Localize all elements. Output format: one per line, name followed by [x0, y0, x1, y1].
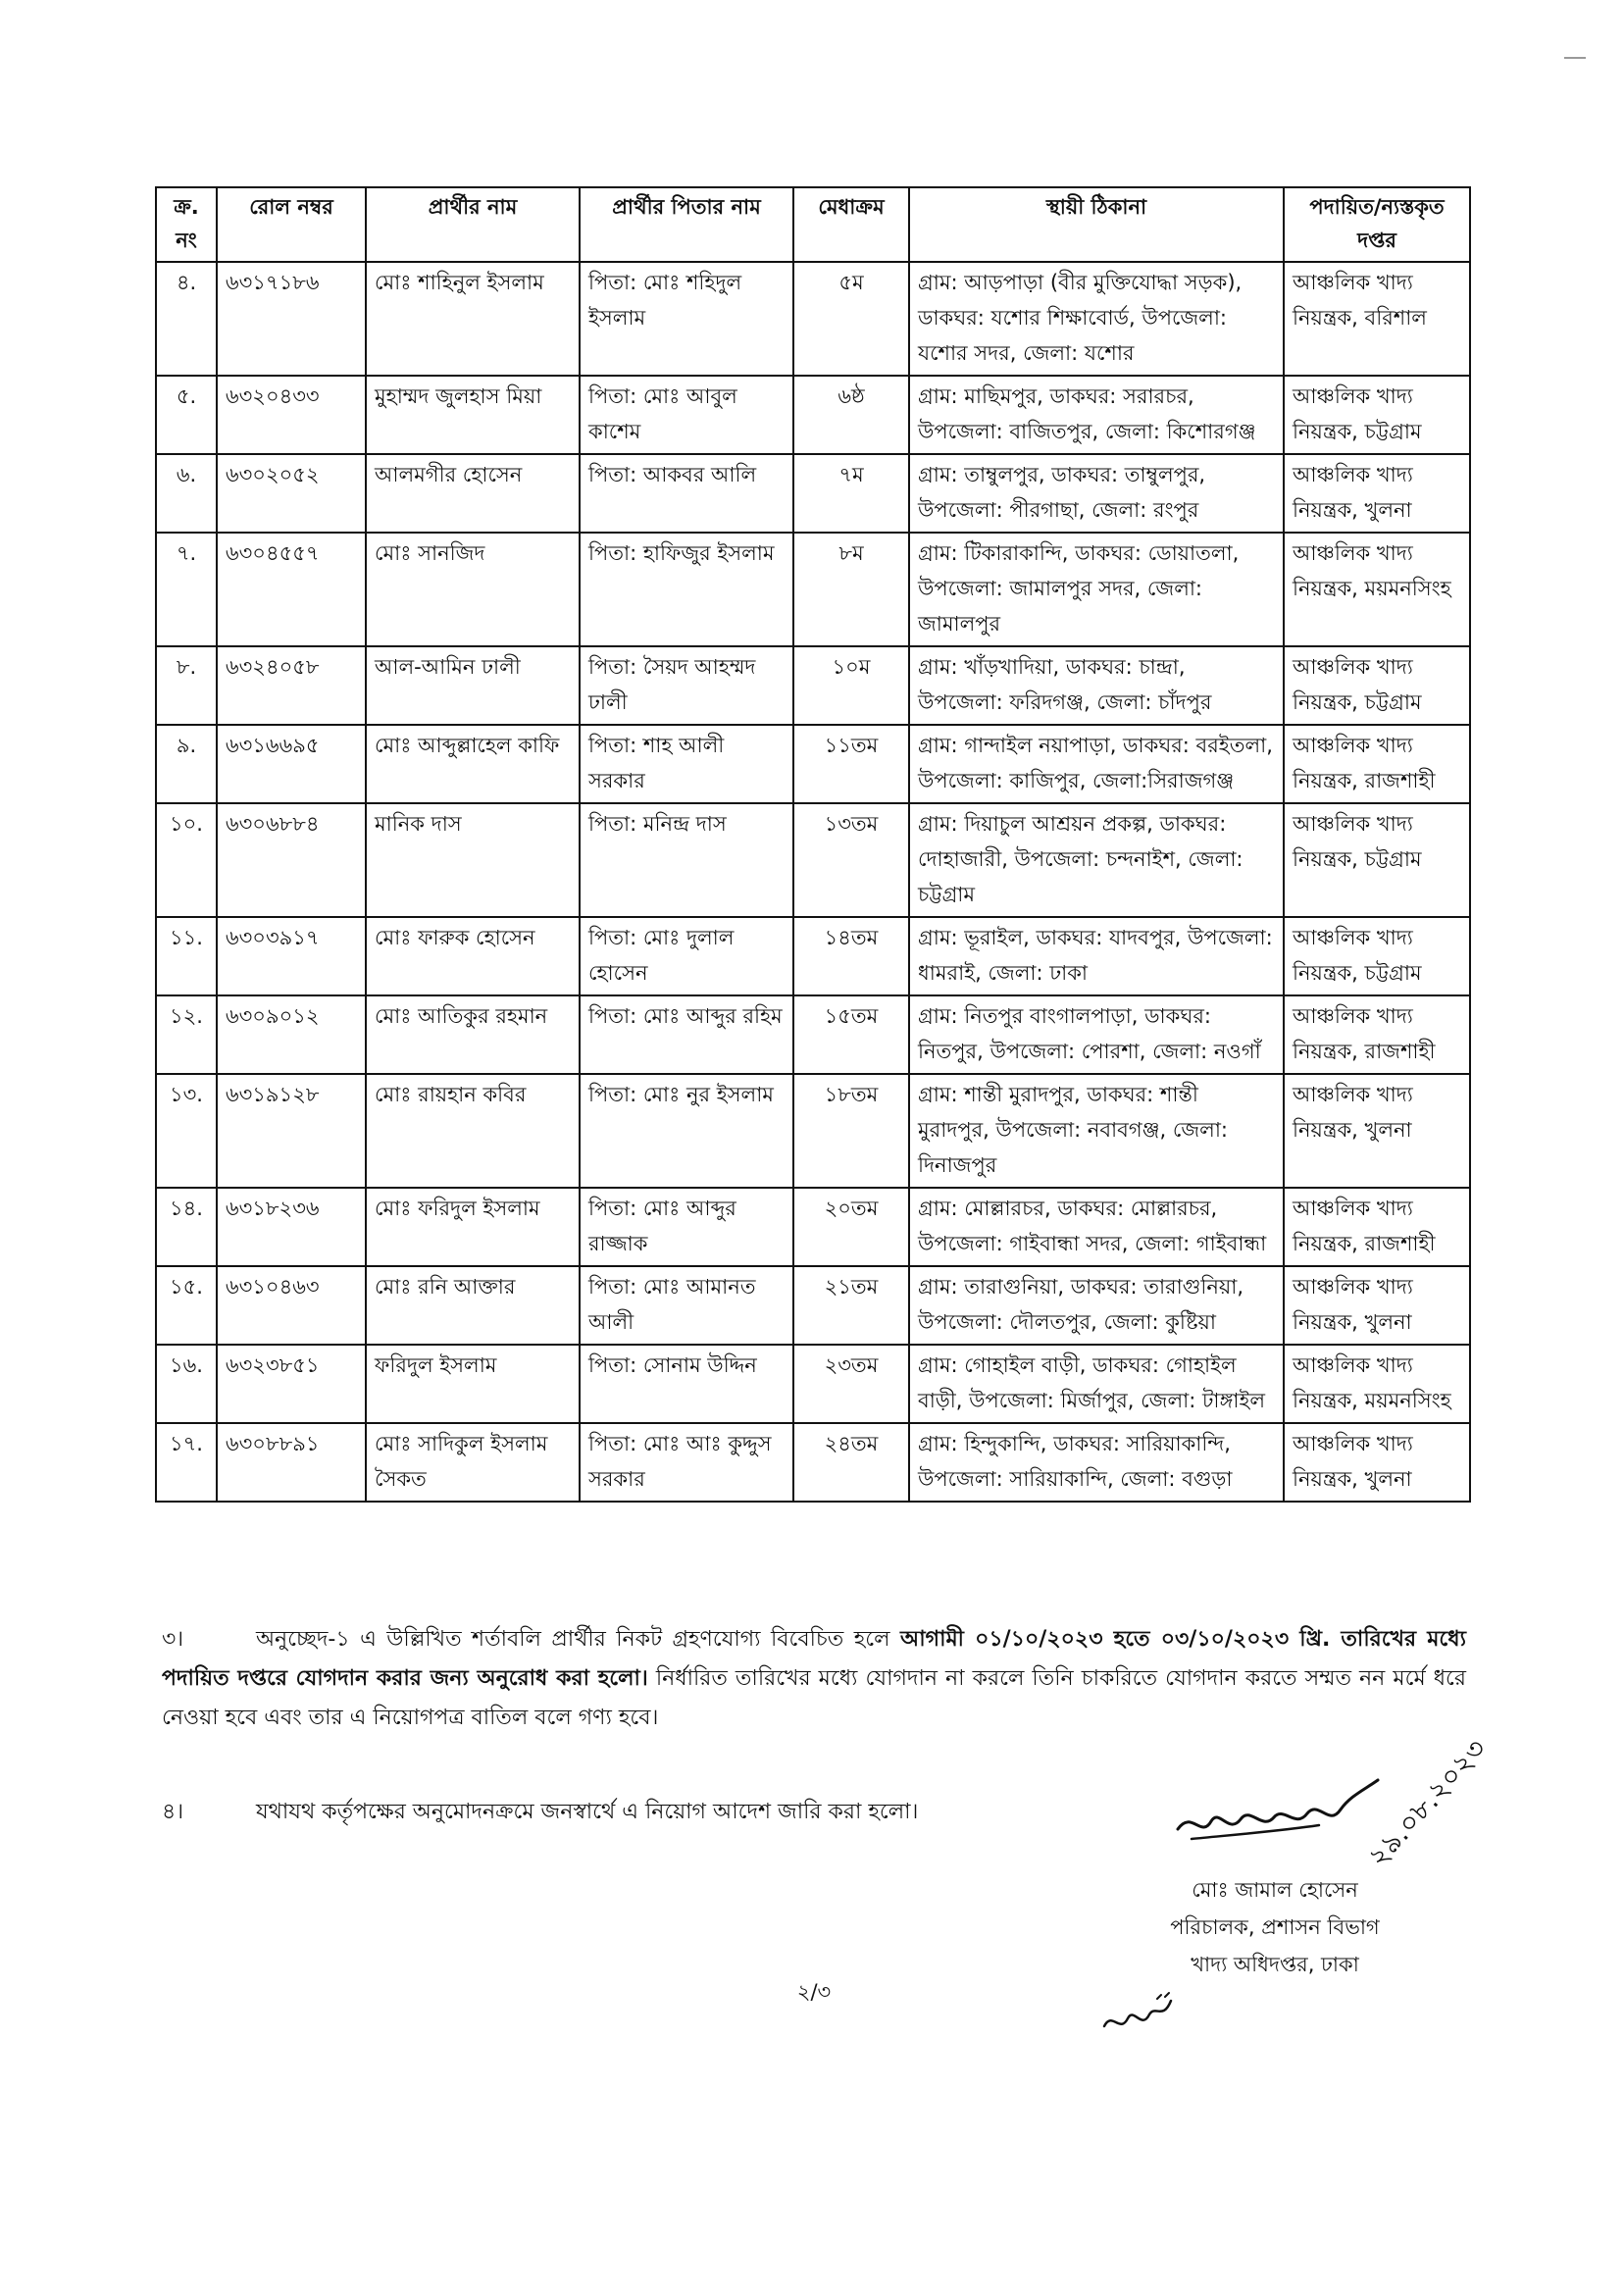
- serial-cell: ১২.: [156, 995, 217, 1074]
- table-row: [156, 262, 1470, 376]
- address-cell: গ্রাম: গোহাইল বাড়ী, ডাকঘর: গোহাইল বাড়ী, উপজেলা: মির্জাপুর, জেলা: টাঙ্গাইল: [909, 1345, 1284, 1423]
- father-name-cell: পিতা: আকবর আলি: [580, 454, 793, 533]
- roll-cell: ৬৩০৩৯১৭: [217, 917, 366, 995]
- address-cell: গ্রাম: শান্তী মুরাদপুর, ডাকঘর: শান্তী মুরাদপুর, উপজেলা: নবাবগঞ্জ, জেলা: দিনাজপুর: [909, 1074, 1284, 1188]
- serial-cell: ১৫.: [156, 1266, 217, 1345]
- signature-block: [1089, 1871, 1461, 1983]
- candidate-name-cell: মোঃ রনি আক্তার: [366, 1266, 580, 1345]
- merit-cell: ৭ম: [793, 454, 909, 533]
- roll-cell: ৬৩১৯১২৮: [217, 1074, 366, 1188]
- father-name-cell: পিতা: শাহ আলী সরকার: [580, 725, 793, 803]
- address-cell: গ্রাম: তারাগুনিয়া, ডাকঘর: তারাগুনিয়া, উপজেলা: দৌলতপুর, জেলা: কুষ্টিয়া: [909, 1266, 1284, 1345]
- posting-cell: আঞ্চলিক খাদ্য নিয়ন্ত্রক, চট্টগ্রাম: [1284, 917, 1470, 995]
- father-name-cell: পিতা: মোঃ আবুল কাশেম: [580, 376, 793, 454]
- header-candidate-name: প্রার্থীর নাম: [366, 187, 580, 262]
- roll-cell: ৬৩০৬৮৮৪: [217, 803, 366, 917]
- candidate-name-cell: মোঃ আতিকুর রহমান: [366, 995, 580, 1074]
- posting-cell: আঞ্চলিক খাদ্য নিয়ন্ত্রক, চট্টগ্রাম: [1284, 803, 1470, 917]
- page-number: ২/৩: [796, 1980, 832, 2004]
- handwritten-date: [1361, 1732, 1494, 1873]
- serial-cell: ১০.: [156, 803, 217, 917]
- paragraph-bold-text: আগামী ০১/১০/২০২৩ হতে ০৩/১০/২০২৩ খ্রি. তারিখের মধ্যে পদায়িত দপ্তরে যোগদান করার জন্য অনুরোধ করা হলো।: [162, 1627, 1466, 1691]
- roll-cell: ৬৩২৩৮৫১: [217, 1345, 366, 1423]
- candidate-name-cell: মোঃ আব্দুল্লাহেল কাফি: [366, 725, 580, 803]
- roll-cell: ৬৩২০৪৩৩: [217, 376, 366, 454]
- merit-cell: ৮ম: [793, 533, 909, 646]
- paragraph-text: যথাযথ কর্তৃপক্ষের অনুমোদনক্রমে জনস্বার্থে এ নিয়োগ আদেশ জারি করা হলো।: [256, 1800, 919, 1824]
- initial-signature: [1098, 1991, 1177, 2040]
- father-name-cell: পিতা: সোনাম উদ্দিন: [580, 1345, 793, 1423]
- address-cell: গ্রাম: আড়পাড়া (বীর মুক্তিযোদ্ধা সড়ক), ডাকঘর: যশোর শিক্ষাবোর্ড, উপজেলা: যশোর সদর, জেলা: যশোর: [909, 262, 1284, 376]
- signatory-designation: পরিচালক, প্রশাসন বিভাগ: [1170, 1915, 1380, 1939]
- father-name-cell: পিতা: মোঃ আব্দুর রাজ্জাক: [580, 1188, 793, 1266]
- paragraph-number: ৪।: [162, 1800, 184, 1824]
- paragraph-3: [162, 1620, 1466, 1738]
- serial-cell: ১৩.: [156, 1074, 217, 1188]
- table-row: [156, 646, 1470, 725]
- signatory-name: মোঃ জামাল হোসেন: [1192, 1878, 1358, 1902]
- posting-cell: আঞ্চলিক খাদ্য নিয়ন্ত্রক, রাজশাহী: [1284, 725, 1470, 803]
- signature-scrawl: [1172, 1770, 1397, 1859]
- merit-cell: ৫ম: [793, 262, 909, 376]
- table-row: [156, 376, 1470, 454]
- father-name-cell: পিতা: মোঃ আঃ কুদ্দুস সরকার: [580, 1423, 793, 1502]
- roll-cell: ৬৩১৭১৮৬: [217, 262, 366, 376]
- paragraph-number: ৩।: [162, 1627, 184, 1652]
- candidate-table: [155, 186, 1471, 1503]
- merit-cell: ১৩তম: [793, 803, 909, 917]
- address-cell: গ্রাম: মোল্লারচর, ডাকঘর: মোল্লারচর, উপজেলা: গাইবান্ধা সদর, জেলা: গাইবান্ধা: [909, 1188, 1284, 1266]
- serial-cell: ৭.: [156, 533, 217, 646]
- table-header-row: [156, 187, 1470, 262]
- corner-mark: [1564, 57, 1586, 59]
- table-row: [156, 1188, 1470, 1266]
- merit-cell: ১১তম: [793, 725, 909, 803]
- handwritten-date-text: ২৯.০৮.২০২৩: [1361, 1732, 1494, 1873]
- merit-cell: ২০তম: [793, 1188, 909, 1266]
- father-name-cell: পিতা: মোঃ দুলাল হোসেন: [580, 917, 793, 995]
- merit-cell: ১৪তম: [793, 917, 909, 995]
- header-roll: রোল নম্বর: [217, 187, 366, 262]
- father-name-cell: পিতা: মোঃ নুর ইসলাম: [580, 1074, 793, 1188]
- header-merit: মেধাক্রম: [793, 187, 909, 262]
- candidate-name-cell: মানিক দাস: [366, 803, 580, 917]
- merit-cell: ২১তম: [793, 1266, 909, 1345]
- roll-cell: ৬৩১০৪৬৩: [217, 1266, 366, 1345]
- address-cell: গ্রাম: খাঁড়খাদিয়া, ডাকঘর: চান্দ্রা, উপজেলা: ফরিদগঞ্জ, জেলা: চাঁদপুর: [909, 646, 1284, 725]
- roll-cell: ৬৩২৪০৫৮: [217, 646, 366, 725]
- candidate-name-cell: মুহাম্মদ জুলহাস মিয়া: [366, 376, 580, 454]
- candidate-name-cell: আল-আমিন ঢালী: [366, 646, 580, 725]
- header-address: স্থায়ী ঠিকানা: [909, 187, 1284, 262]
- roll-cell: ৬৩১৬৬৯৫: [217, 725, 366, 803]
- roll-cell: ৬৩১৮২৩৬: [217, 1188, 366, 1266]
- address-cell: গ্রাম: তাম্বুলপুর, ডাকঘর: তাম্বুলপুর, উপজেলা: পীরগাছা, জেলা: রংপুর: [909, 454, 1284, 533]
- father-name-cell: পিতা: সৈয়দ আহম্মদ ঢালী: [580, 646, 793, 725]
- roll-cell: ৬৩০৯০১২: [217, 995, 366, 1074]
- posting-cell: আঞ্চলিক খাদ্য নিয়ন্ত্রক, রাজশাহী: [1284, 1188, 1470, 1266]
- serial-cell: ৮.: [156, 646, 217, 725]
- roll-cell: ৬৩০৮৮৯১: [217, 1423, 366, 1502]
- posting-cell: আঞ্চলিক খাদ্য নিয়ন্ত্রক, খুলনা: [1284, 1266, 1470, 1345]
- table-row: [156, 1074, 1470, 1188]
- candidate-name-cell: ফরিদুল ইসলাম: [366, 1345, 580, 1423]
- posting-cell: আঞ্চলিক খাদ্য নিয়ন্ত্রক, খুলনা: [1284, 1423, 1470, 1502]
- address-cell: গ্রাম: হিন্দুকান্দি, ডাকঘর: সারিয়াকান্দি, উপজেলা: সারিয়াকান্দি, জেলা: বগুড়া: [909, 1423, 1284, 1502]
- candidate-name-cell: মোঃ সানজিদ: [366, 533, 580, 646]
- father-name-cell: পিতা: মনিন্দ্র দাস: [580, 803, 793, 917]
- posting-cell: আঞ্চলিক খাদ্য নিয়ন্ত্রক, খুলনা: [1284, 1074, 1470, 1188]
- paragraph-text: নির্ধারিত তারিখের মধ্যে যোগদান না করলে তিনি চাকরিতে যোগদান করতে সম্মত নন মর্মে ধরে নেওয়া হবে এবং তার এ নিয়োগপত্র বাতিল বলে গণ্য হবে।: [162, 1666, 1466, 1730]
- address-cell: গ্রাম: ভূরাইল, ডাকঘর: যাদবপুর, উপজেলা: ধামরাই, জেলা: ঢাকা: [909, 917, 1284, 995]
- address-cell: গ্রাম: গান্দাইল নয়াপাড়া, ডাকঘর: বরইতলা, উপজেলা: কাজিপুর, জেলা:সিরাজগঞ্জ: [909, 725, 1284, 803]
- candidate-name-cell: মোঃ ফরিদুল ইসলাম: [366, 1188, 580, 1266]
- address-cell: গ্রাম: টিকারাকান্দি, ডাকঘর: ডোয়াতলা, উপজেলা: জামালপুর সদর, জেলা: জামালপুর: [909, 533, 1284, 646]
- table-row: [156, 917, 1470, 995]
- table-row: [156, 803, 1470, 917]
- posting-cell: আঞ্চলিক খাদ্য নিয়ন্ত্রক, বরিশাল: [1284, 262, 1470, 376]
- address-cell: গ্রাম: মাছিমপুর, ডাকঘর: সরারচর, উপজেলা: বাজিতপুর, জেলা: কিশোরগঞ্জ: [909, 376, 1284, 454]
- paragraph-text: অনুচ্ছেদ-১ এ উল্লিখিত শর্তাবলি প্রার্থীর নিকট গ্রহণযোগ্য বিবেচিত হলে: [256, 1627, 900, 1652]
- posting-cell: আঞ্চলিক খাদ্য নিয়ন্ত্রক, রাজশাহী: [1284, 995, 1470, 1074]
- table-row: [156, 533, 1470, 646]
- merit-cell: ১৫তম: [793, 995, 909, 1074]
- roll-cell: ৬৩০৪৫৫৭: [217, 533, 366, 646]
- merit-cell: ১৮তম: [793, 1074, 909, 1188]
- serial-cell: ১৪.: [156, 1188, 217, 1266]
- father-name-cell: পিতা: মোঃ শহিদুল ইসলাম: [580, 262, 793, 376]
- merit-cell: ২৪তম: [793, 1423, 909, 1502]
- serial-cell: ৫.: [156, 376, 217, 454]
- posting-cell: আঞ্চলিক খাদ্য নিয়ন্ত্রক, চট্টগ্রাম: [1284, 646, 1470, 725]
- candidate-name-cell: আলমগীর হোসেন: [366, 454, 580, 533]
- candidate-name-cell: মোঃ রায়হান কবির: [366, 1074, 580, 1188]
- serial-cell: ১১.: [156, 917, 217, 995]
- address-cell: গ্রাম: নিতপুর বাংগালপাড়া, ডাকঘর: নিতপুর, উপজেলা: পোরশা, জেলা: নওগাঁ: [909, 995, 1284, 1074]
- header-father-name: প্রার্থীর পিতার নাম: [580, 187, 793, 262]
- signatory-office: খাদ্য অধিদপ্তর, ঢাকা: [1191, 1953, 1359, 1976]
- header-posting: পদায়িত/ন্যস্তকৃত দপ্তর: [1284, 187, 1470, 262]
- serial-cell: ১৬.: [156, 1345, 217, 1423]
- posting-cell: আঞ্চলিক খাদ্য নিয়ন্ত্রক, খুলনা: [1284, 454, 1470, 533]
- merit-cell: ২৩তম: [793, 1345, 909, 1423]
- candidate-name-cell: মোঃ সাদিকুল ইসলাম সৈকত: [366, 1423, 580, 1502]
- father-name-cell: পিতা: মোঃ আব্দুর রহিম: [580, 995, 793, 1074]
- candidate-name-cell: মোঃ শাহিনুল ইসলাম: [366, 262, 580, 376]
- roll-cell: ৬৩০২০৫২: [217, 454, 366, 533]
- table-row: [156, 995, 1470, 1074]
- merit-cell: ৬ষ্ঠ: [793, 376, 909, 454]
- candidate-name-cell: মোঃ ফারুক হোসেন: [366, 917, 580, 995]
- father-name-cell: পিতা: মোঃ আমানত আলী: [580, 1266, 793, 1345]
- serial-cell: ১৭.: [156, 1423, 217, 1502]
- father-name-cell: পিতা: হাফিজুর ইসলাম: [580, 533, 793, 646]
- header-serial: ক্র. নং: [156, 187, 217, 262]
- serial-cell: ৬.: [156, 454, 217, 533]
- table-row: [156, 1423, 1470, 1502]
- table-row: [156, 725, 1470, 803]
- table-row: [156, 454, 1470, 533]
- merit-cell: ১০ম: [793, 646, 909, 725]
- address-cell: গ্রাম: দিয়াচুল আশ্রয়ন প্রকল্প, ডাকঘর: দোহাজারী, উপজেলা: চন্দনাইশ, জেলা: চট্টগ্রাম: [909, 803, 1284, 917]
- posting-cell: আঞ্চলিক খাদ্য নিয়ন্ত্রক, ময়মনসিংহ: [1284, 1345, 1470, 1423]
- table-row: [156, 1345, 1470, 1423]
- posting-cell: আঞ্চলিক খাদ্য নিয়ন্ত্রক, ময়মনসিংহ: [1284, 533, 1470, 646]
- serial-cell: ৯.: [156, 725, 217, 803]
- table-row: [156, 1266, 1470, 1345]
- serial-cell: ৪.: [156, 262, 217, 376]
- posting-cell: আঞ্চলিক খাদ্য নিয়ন্ত্রক, চট্টগ্রাম: [1284, 376, 1470, 454]
